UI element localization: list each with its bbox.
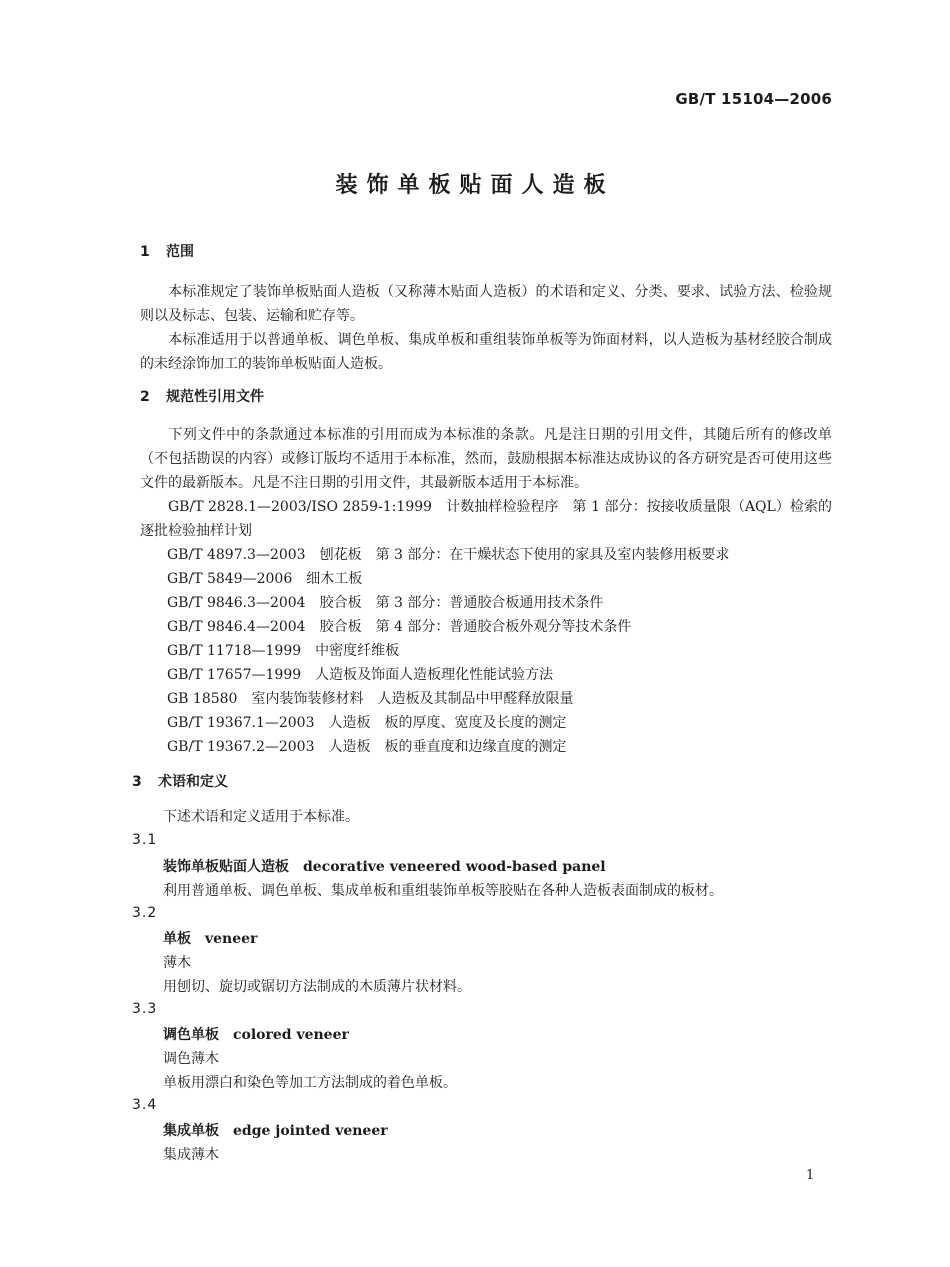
- section-title: 规范性引用文件: [166, 389, 264, 405]
- term-definition: 用刨切、旋切或锯切方法制成的木质薄片状材料。: [163, 979, 471, 995]
- section-intro: 下述术语和定义适用于本标准。: [163, 809, 359, 825]
- term-heading: 集成单板 edge jointed veneer: [163, 1123, 388, 1139]
- term-number: 3.2: [132, 905, 158, 921]
- paragraph: 下列文件中的条款通过本标准的引用而成为本标准的条款。凡是注日期的引用文件，其随后所有的修改单（不包括勘误的内容）或修订版均不适用于本标准，然而，鼓励根据本标准达成协议的各方研究是否可使用这些文件的最新版本。凡是不注日期的引用文件，其最新版本适用于本标准。: [140, 427, 832, 491]
- term-synonym: 集成薄木: [163, 1147, 219, 1163]
- document-title: 装饰单板贴面人造板: [335, 173, 615, 198]
- paragraph: 本标准规定了装饰单板贴面人造板（又称薄木贴面人造板）的术语和定义、分类、要求、试验方法、检验规则以及标志、包装、运输和贮存等。: [140, 284, 832, 324]
- reference-entry: GB/T 9846.4—2004 胶合板 第 4 部分：普通胶合板外观分等技术条件: [167, 619, 632, 635]
- reference-entry: GB/T 11718—1999 中密度纤维板: [167, 643, 400, 659]
- standard-code: GB/T 15104—2006: [675, 90, 832, 108]
- reference-entry: GB 18580 室内装饰装修材料 人造板及其制品中甲醛释放限量: [167, 691, 574, 707]
- section-number: 2: [140, 389, 150, 405]
- section-3-heading: [132, 770, 228, 794]
- term-heading: 单板 veneer: [163, 931, 258, 947]
- term-synonym: 调色薄木: [163, 1051, 219, 1067]
- section-1-heading: [140, 240, 194, 264]
- reference-entry: GB/T 5849—2006 细木工板: [167, 571, 363, 587]
- section-title: 术语和定义: [158, 774, 228, 790]
- term-heading: 装饰单板贴面人造板 decorative veneered wood-based panel: [163, 859, 606, 875]
- term-heading: 调色单板 colored veneer: [163, 1027, 349, 1043]
- reference-entry: GB/T 19367.2—2003 人造板 板的垂直度和边缘直度的测定: [167, 739, 567, 755]
- section-2-heading: [140, 385, 264, 409]
- reference-entry: GB/T 4897.3—2003 刨花板 第 3 部分：在干燥状态下使用的家具及室内装修用板要求: [167, 547, 730, 563]
- term-definition: 利用普通单板、调色单板、集成单板和重组装饰单板等胶贴在各种人造板表面制成的板材。: [163, 883, 723, 899]
- reference-entry: GB/T 2828.1—2003/ISO 2859-1:1999 计数抽样检验程序 第 1 部分：按接收质量限（AQL）检索的逐批检验抽样计划: [140, 499, 832, 539]
- section-title: 范围: [166, 244, 194, 260]
- section-number: 3: [132, 774, 142, 790]
- reference-entry: GB/T 17657—1999 人造板及饰面人造板理化性能试验方法: [167, 667, 554, 683]
- term-number: 3.4: [132, 1097, 158, 1113]
- term-definition: 单板用漂白和染色等加工方法制成的着色单板。: [163, 1075, 457, 1091]
- paragraph: 本标准适用于以普通单板、调色单板、集成单板和重组装饰单板等为饰面材料，以人造板为基材经胶合制成的未经涂饰加工的装饰单板贴面人造板。: [140, 332, 832, 372]
- page-number: 1: [806, 1168, 815, 1183]
- reference-entry: GB/T 9846.3—2004 胶合板 第 3 部分：普通胶合板通用技术条件: [167, 595, 604, 611]
- term-number: 3.1: [132, 832, 158, 848]
- term-number: 3.3: [132, 1001, 158, 1017]
- section-number: 1: [140, 244, 150, 260]
- term-synonym: 薄木: [163, 955, 191, 971]
- reference-entry: GB/T 19367.1—2003 人造板 板的厚度、宽度及长度的测定: [167, 715, 567, 731]
